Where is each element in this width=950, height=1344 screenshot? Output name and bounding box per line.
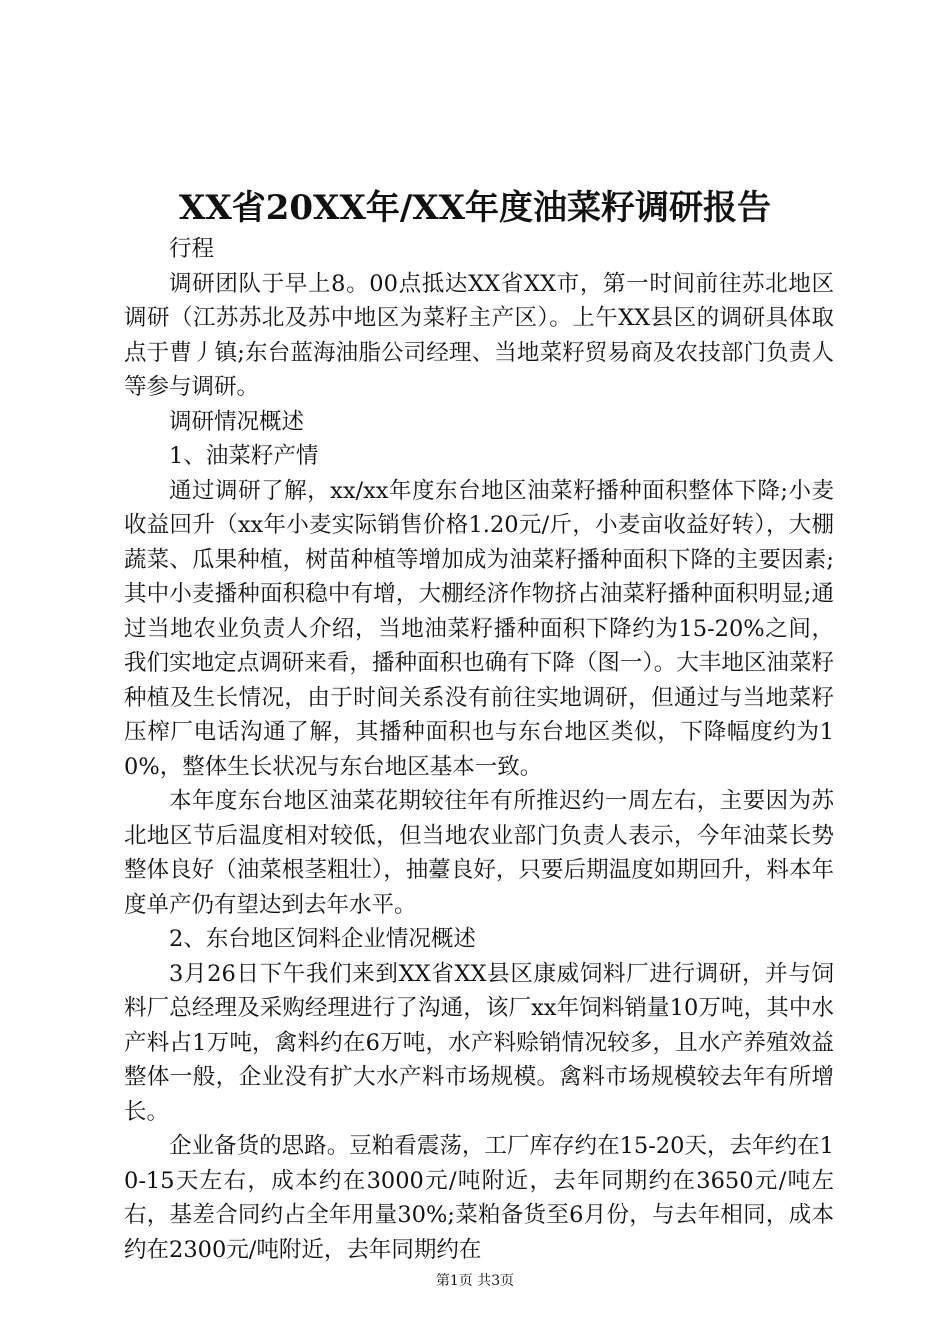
paragraph-feed-mill: 3月26日下午我们来到XX省XX县区康威饲料厂进行调研，并与饲料厂总经理及采购经理进行了沟通，该厂xx年饲料销量10万吨，其中水产料占1万吨，禽料约在6万吨，水产料赊销情况较多，且水产养殖效益整体一般，企业没有扩大水产料市场规模。禽料市场规模较去年有所增长。 [124,960,834,1125]
paragraph-planting-area: 通过调研了解，xx/xx年度东台地区油菜籽播种面积整体下降;小麦收益回升（xx年小麦实际销售价格1.20元/斤，小麦亩收益好转），大棚蔬菜、瓜果种植，树苗种植等增加成为油菜籽播种面积下降的主要因素;其中小麦播种面积稳中有增，大棚经济作物挤占油菜籽播种面积明显;通过当地农业负责人介绍，当地油菜籽播种面积下降约为15-20%之间，我们实地定点调研来看，播种面积也确有下降（图一）。大丰地区油菜籽种植及生长情况，由于时间关系没有前往实地调研，但通过与当地菜籽压榨厂电话沟通了解，其播种面积也与东台地区类似，下降幅度约为10%，整体生长状况与东台地区基本一致。 [124,477,834,780]
paragraph-stocking: 企业备货的思路。豆粕看震荡，工厂库存约在15-20天，去年约在10-15天左右，成本约在3000元/吨附近，去年同期约在3650元/吨左右，基差合同约占全年用量30%;菜粕备货至6月份，与去年相同，成本约在2300元/吨附近，去年同期约在 [124,1133,834,1263]
paragraph-section-1-heading: 1、油菜籽产情 [169,443,319,469]
document-title: XX省20XX年/XX年度油菜籽调研报告 [178,188,771,228]
paragraph-overview-heading: 调研情况概述 [169,408,305,435]
paragraph-itinerary: 调研团队于早上8。00点抵达XX省XX市，第一时间前往苏北地区调研（江苏苏北及苏中地区为菜籽主产区）。上午XX县区的调研具体取点于曹丿镇;东台蓝海油脂公司经理、当地菜籽贸易商及农技部门负责人等参与调研。 [124,270,834,400]
paragraph-section-2-heading: 2、东台地区饲料企业情况概述 [169,926,476,952]
page-footer: 第1页 共3页 [435,1273,515,1289]
document-body [124,232,834,1267]
paragraph-flowering: 本年度东台地区油菜花期较往年有所推迟约一周左右，主要因为苏北地区节后温度相对较低，但当地农业部门负责人表示，今年油菜长势整体良好（油菜根茎粗壮），抽薹良好，只要后期温度如期回升，料本年度单产仍有望达到去年水平。 [124,788,834,918]
paragraph-itinerary-heading: 行程 [169,236,215,262]
